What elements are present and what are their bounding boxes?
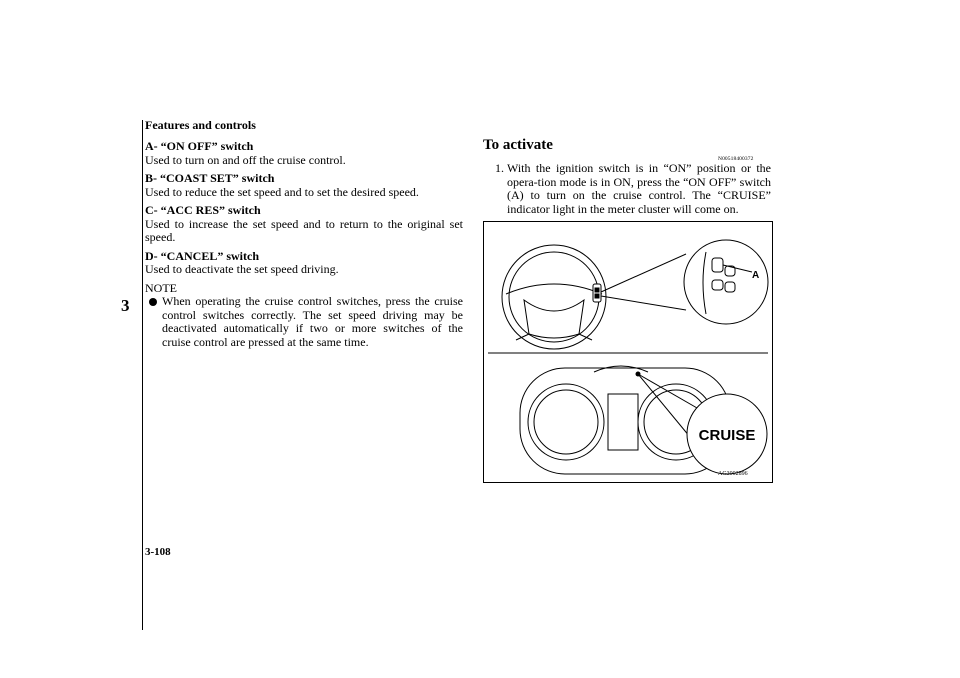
figure-code: AG3002896 <box>718 471 748 477</box>
switch-term: B- “COAST SET” switch <box>145 171 275 185</box>
chapter-number: 3 <box>121 296 130 315</box>
callout-label: A <box>752 270 760 281</box>
switch-item <box>145 140 463 167</box>
switch-descriptions <box>145 140 463 349</box>
note-item <box>149 295 463 349</box>
steering-wheel-icon <box>502 245 606 349</box>
switch-term: D- “CANCEL” switch <box>145 248 259 263</box>
switch-desc: Used to deactivate the set speed driving. <box>145 262 339 276</box>
switch-item <box>145 250 463 277</box>
switch-term: C- “ACC RES” switch <box>145 203 261 217</box>
switch-item <box>145 172 463 199</box>
activate-step <box>495 162 771 216</box>
switch-item <box>145 204 463 245</box>
step-text: With the ignition switch is in “ON” position or the opera-tion mode is in ON, press the “ON OFF” switch (A) to turn on the cruise control. The “CRUISE” indicator light in the meter cluster will come on. <box>507 161 771 216</box>
cruise-indicator-label: CRUISE <box>698 427 756 444</box>
note-text: When operating the cruise control switches, press the cruise control switches correctly. The set speed driving may be deactivated automatically if two or more switches of the cruise control are pressed at the same time. <box>162 294 463 349</box>
section-code: N00518400372 <box>718 156 754 162</box>
chapter-tab <box>117 120 143 630</box>
switch-desc: Used to reduce the set speed and to set the desired speed. <box>145 184 419 199</box>
switch-term: A- “ON OFF” switch <box>145 139 254 153</box>
switch-detail-icon <box>684 240 768 324</box>
switch-desc: Used to increase the set speed and to return to the original set speed. <box>145 216 463 244</box>
step-number: 1. <box>495 161 504 175</box>
note-label: NOTE <box>145 280 177 295</box>
cruise-illustration <box>484 222 772 482</box>
section-header: Features and controls <box>145 118 256 132</box>
page-number: 3-108 <box>145 546 171 558</box>
activate-heading: To activate <box>483 137 553 153</box>
cruise-figure <box>483 221 773 483</box>
bullet-icon <box>149 298 157 306</box>
switch-desc: Used to turn on and off the cruise control. <box>145 152 346 167</box>
leader-lines <box>601 254 686 310</box>
